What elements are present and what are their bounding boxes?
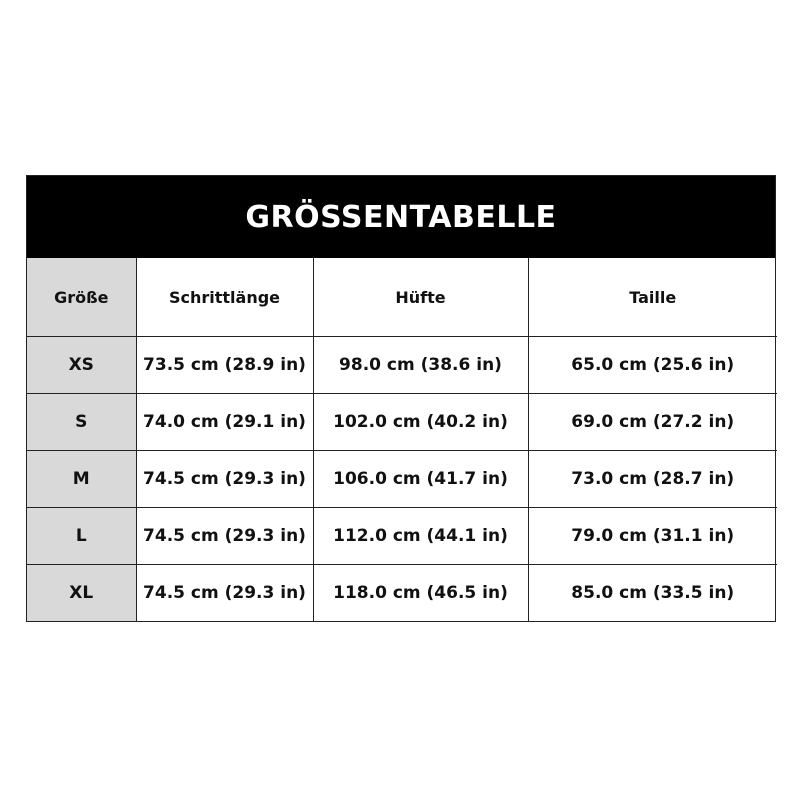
- waist-cell: 69.0 cm (27.2 in): [528, 394, 777, 451]
- inseam-cell: 74.5 cm (29.3 in): [136, 451, 313, 508]
- size-cell: S: [27, 394, 136, 451]
- size-cell: M: [27, 451, 136, 508]
- inseam-cell: 73.5 cm (28.9 in): [136, 337, 313, 394]
- size-cell: XS: [27, 337, 136, 394]
- waist-cell: 65.0 cm (25.6 in): [528, 337, 777, 394]
- table-row: [27, 337, 777, 394]
- waist-cell: 85.0 cm (33.5 in): [528, 565, 777, 622]
- inseam-cell: 74.5 cm (29.3 in): [136, 565, 313, 622]
- size-cell: XL: [27, 565, 136, 622]
- size-cell: L: [27, 508, 136, 565]
- header-hip: Hüfte: [313, 258, 528, 337]
- table-row: [27, 451, 777, 508]
- table-row: [27, 565, 777, 622]
- header-waist: Taille: [528, 258, 777, 337]
- header-row: [27, 258, 777, 337]
- table-row: [27, 394, 777, 451]
- inseam-cell: 74.5 cm (29.3 in): [136, 508, 313, 565]
- chart-title: GRÖSSENTABELLE: [245, 199, 557, 235]
- hip-cell: 118.0 cm (46.5 in): [313, 565, 528, 622]
- header-inseam: Schrittlänge: [136, 258, 313, 337]
- hip-cell: 102.0 cm (40.2 in): [313, 394, 528, 451]
- chart-title-bar: [27, 176, 775, 258]
- size-table: [27, 258, 777, 621]
- table-row: [27, 508, 777, 565]
- waist-cell: 79.0 cm (31.1 in): [528, 508, 777, 565]
- hip-cell: 106.0 cm (41.7 in): [313, 451, 528, 508]
- inseam-cell: 74.0 cm (29.1 in): [136, 394, 313, 451]
- hip-cell: 98.0 cm (38.6 in): [313, 337, 528, 394]
- header-size: Größe: [27, 258, 136, 337]
- hip-cell: 112.0 cm (44.1 in): [313, 508, 528, 565]
- size-chart: [26, 175, 776, 622]
- waist-cell: 73.0 cm (28.7 in): [528, 451, 777, 508]
